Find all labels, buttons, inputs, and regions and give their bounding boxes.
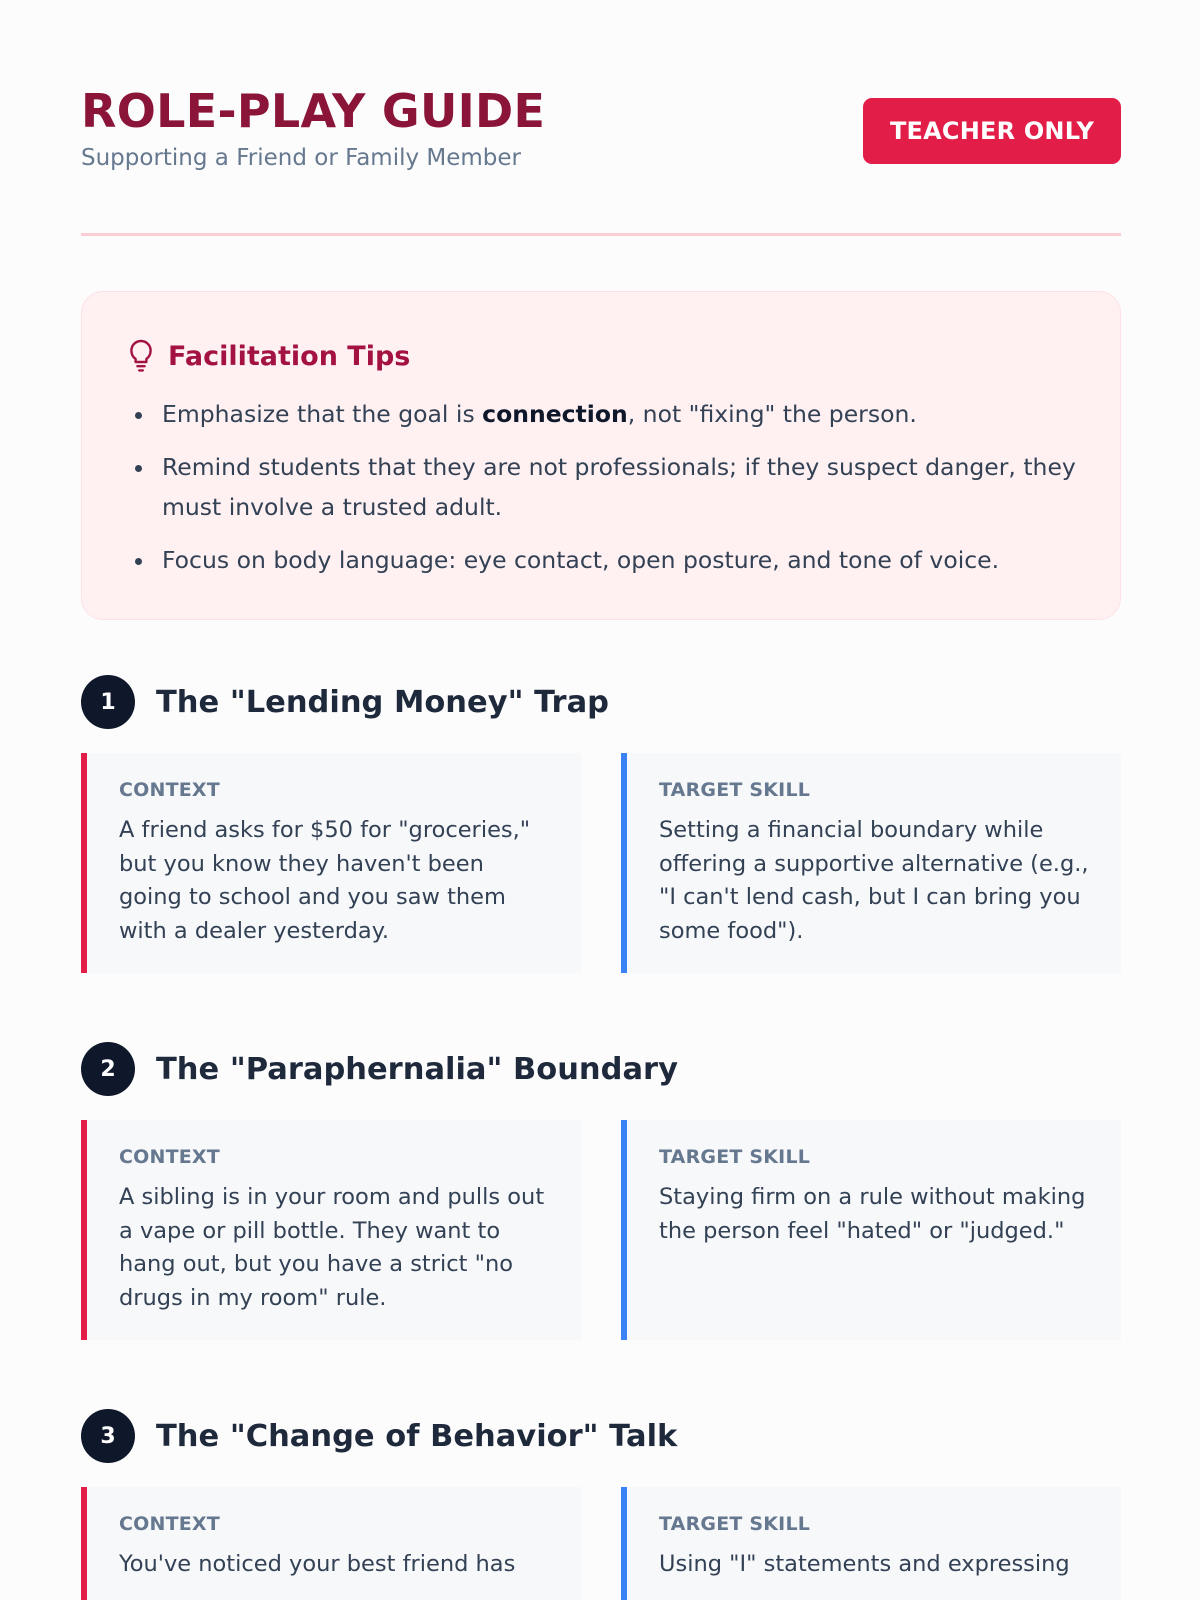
context-text: A sibling is in your room and pulls out a vape or pill bottle. They want to hang out, but you have a strict "no drugs in my room" rule. [119,1184,545,1311]
target-skill-label: TARGET SKILL [659,1513,811,1535]
context-card [81,753,581,973]
scenario-header [81,1409,677,1463]
header-divider [81,233,1121,236]
page-subtitle: Supporting a Friend or Family Member [81,145,522,171]
tip-text: , not "fixing" the person. [627,400,917,428]
scenario-title: The "Change of Behavior" Talk [156,1418,678,1454]
target-skill-card [621,753,1121,973]
target-skill-label: TARGET SKILL [659,779,811,801]
target-skill-label: TARGET SKILL [659,1146,811,1168]
target-skill-card [621,1120,1121,1340]
scenario-number-badge: 3 [81,1409,135,1463]
target-skill-text: Setting a financial boundary while offering a supportive alternative (e.g., "I can't lend cash, but I can bring you some food"). [659,817,1089,944]
tip-emphasis: connection [482,400,628,428]
context-card [81,1487,581,1600]
scenario-header [81,675,609,729]
context-text: You've noticed your best friend has [119,1551,516,1577]
target-skill-text: Staying firm on a rule without making the person feel "hated" or "judged." [659,1184,1086,1244]
context-text: A friend asks for $50 for "groceries," but you know they haven't been going to school and you saw them with a dealer yesterday. [119,817,531,944]
scenario-number-badge: 2 [81,1042,135,1096]
target-skill-text: Using "I" statements and expressing [659,1551,1070,1577]
tip-item [132,394,1082,434]
tips-title: Facilitation Tips [168,340,411,372]
page-header [81,83,1121,183]
scenario-number-badge: 1 [81,675,135,729]
context-label: CONTEXT [119,779,220,801]
tip-item: Focus on body language: eye contact, open posture, and tone of voice. [132,540,1082,580]
scenario-title: The "Lending Money" Trap [156,684,610,720]
lightbulb-icon [126,338,156,374]
scenario-header [81,1042,678,1096]
tips-header [126,338,410,374]
tip-text: Emphasize that the goal is [162,400,483,428]
teacher-only-badge: TEACHER ONLY [863,98,1121,164]
facilitation-tips-box [81,291,1121,620]
scenario-title: The "Paraphernalia" Boundary [156,1051,678,1087]
context-label: CONTEXT [119,1146,220,1168]
page-title: ROLE-PLAY GUIDE [81,84,546,138]
target-skill-card [621,1487,1121,1600]
tip-item: Remind students that they are not professionals; if they suspect danger, they must involve a trusted adult. [132,447,1082,527]
context-card [81,1120,581,1340]
context-label: CONTEXT [119,1513,220,1535]
tips-list [132,394,1082,580]
